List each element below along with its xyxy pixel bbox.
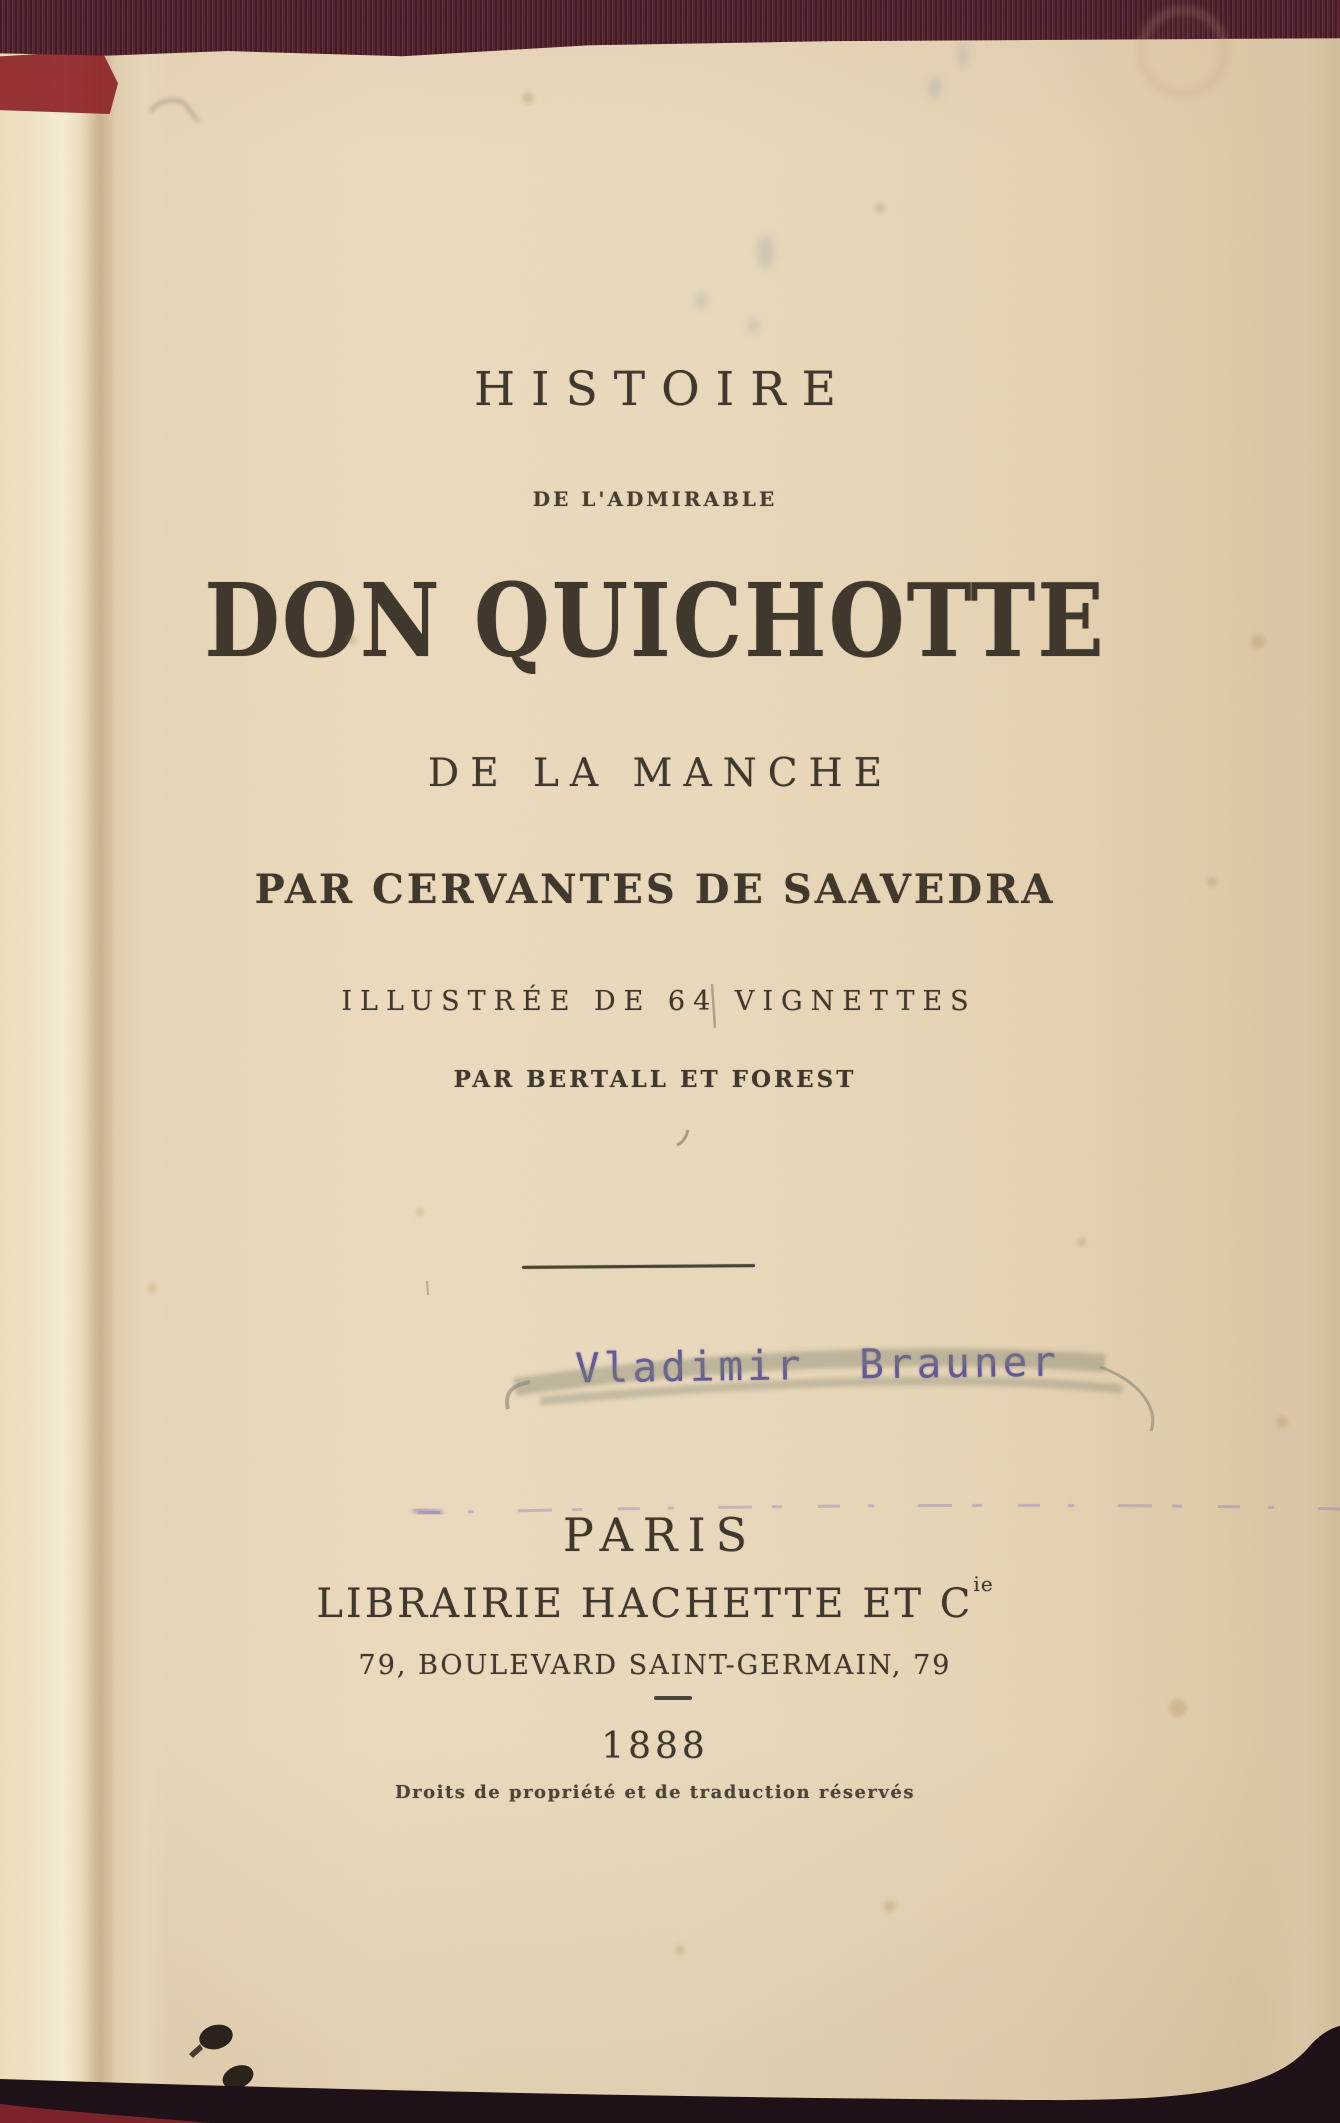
publisher-name: LIBRAIRIE HACHETTE ET C	[316, 1581, 974, 1627]
address-line: 79, BOULEVARD SAINT-GERMAIN, 79	[358, 1650, 952, 1681]
binding-top-band	[0, 0, 1340, 58]
book-title: DON QUICHOTTE	[204, 562, 1106, 681]
pencil-hook-mark	[150, 100, 198, 121]
small-pencil-mark	[677, 1130, 688, 1145]
illustration-line: ILLUSTRÉE DE 64 VIGNETTES	[341, 986, 977, 1017]
publisher-line	[40, 1572, 1270, 1627]
separator-rule	[522, 1264, 755, 1269]
year-separator-rule	[654, 1696, 692, 1700]
illustrators-line: PAR BERTALL ET FOREST	[453, 1066, 857, 1093]
page-right-edge-shading	[1245, 0, 1340, 2123]
rights-line: Droits de propriété et de traduction réservés	[395, 1782, 915, 1803]
subtitle-admirable: DE L'ADMIRABLE	[532, 487, 778, 511]
author-line: PAR CERVANTES DE SAAVEDRA	[254, 866, 1056, 913]
page-gutter-shading	[0, 0, 170, 2123]
series-title: HISTOIRE	[474, 362, 852, 417]
tiny-tick-mark	[427, 1281, 428, 1295]
binding-red-patch	[0, 50, 118, 114]
year-line: 1888	[601, 1726, 709, 1767]
binding-bottom-red-edge	[0, 2093, 220, 2123]
city-line: PARIS	[562, 1508, 758, 1562]
ink-blots	[189, 2021, 257, 2100]
owner-stamp: Vladimir Brauner	[574, 1337, 1061, 1393]
bleed-through-smudge	[694, 43, 968, 333]
publisher-abbrev-sup: ie	[973, 1572, 994, 1596]
subtitle-manche: DE LA MANCHE	[427, 751, 894, 796]
